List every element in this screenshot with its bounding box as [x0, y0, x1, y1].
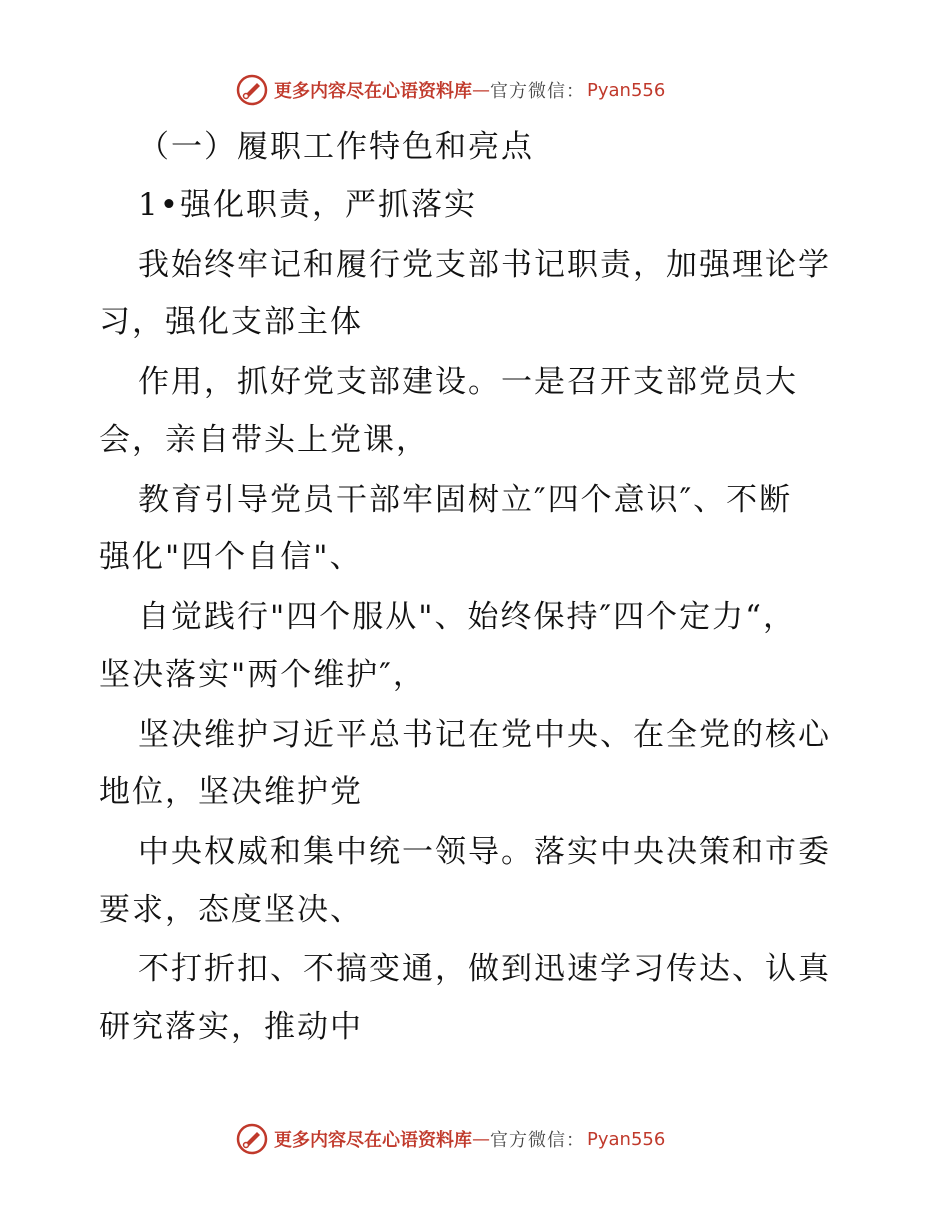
text-line: 地位，坚决维护党: [99, 774, 363, 810]
section-heading: （一）履职工作特色和亮点: [138, 129, 534, 165]
text-line: 不打折扣、不搞变通，做到迅速学习传达、认真: [138, 951, 831, 987]
watermark-wechat-id: Pyan556: [587, 1128, 666, 1150]
text-line: 会，亲自带头上党课，: [99, 422, 429, 458]
text-line: 作用，抓好党支部建设。一是召开支部党员大: [138, 364, 798, 400]
text-line: 坚决维护习近平总书记在党中央、在全党的核心: [138, 717, 831, 753]
text-line: 中央权威和集中统一领导。落实中央决策和市委: [138, 834, 831, 870]
text-line: 强化"四个自信"、: [99, 539, 363, 575]
logo-icon: [236, 1123, 268, 1155]
text-line: 自觉践行"四个服从"、始终保持″四个定力“，: [138, 599, 796, 635]
subsection-heading: 1•强化职责，严抓落实: [138, 187, 478, 223]
text-line: 我始终牢记和履行党支部书记职责，加强理论学: [138, 247, 831, 283]
text-line: 要求，态度坚决、: [99, 892, 363, 928]
watermark-footer: [236, 1122, 665, 1156]
text-line: 习，强化支部主体: [99, 304, 363, 340]
watermark-wechat-label: 官方微信：: [490, 1130, 585, 1151]
text-line: 教育引导党员干部牢固树立″四个意识″、不断: [138, 482, 793, 518]
watermark-wechat-label: 官方微信：: [490, 81, 585, 102]
watermark-dash: —: [472, 79, 490, 101]
logo-icon: [236, 74, 268, 106]
text-line: 坚决落实"两个维护″，: [99, 657, 426, 693]
watermark-header: [236, 73, 665, 107]
watermark-site: 更多内容尽在心语资料库: [274, 1130, 472, 1151]
text-line: 研究落实，推动中: [99, 1009, 363, 1045]
watermark-site: 更多内容尽在心语资料库: [274, 81, 472, 102]
watermark-dash: —: [472, 1128, 490, 1150]
watermark-wechat-id: Pyan556: [587, 79, 666, 101]
